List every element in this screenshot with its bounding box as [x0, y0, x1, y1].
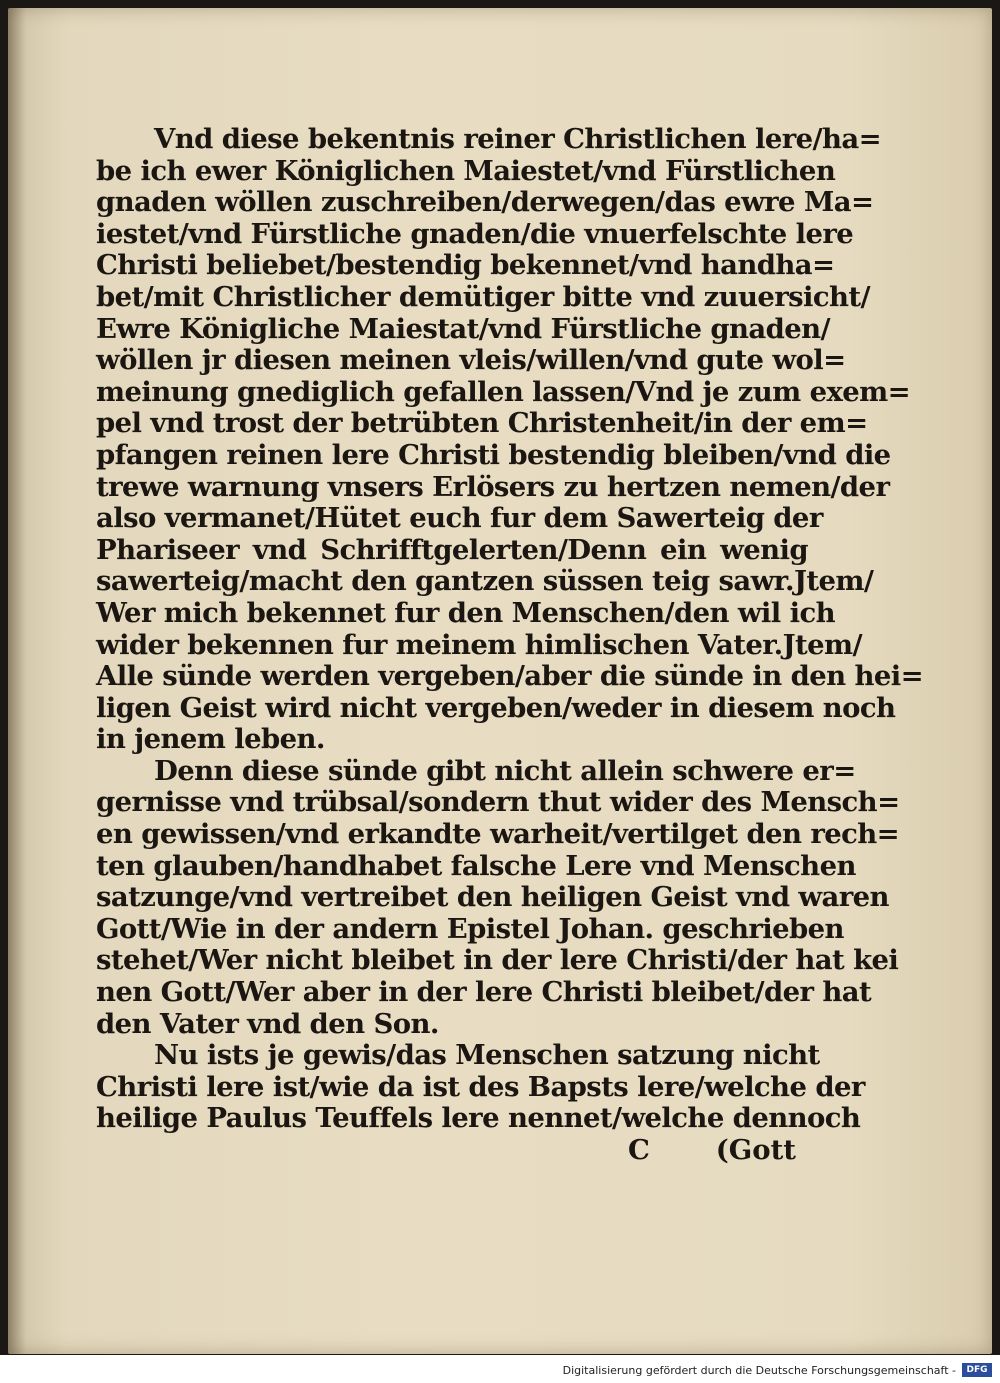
signature-mark: C	[628, 1134, 650, 1166]
text-line: en gewissen/vnd erkandte warheit/vertilget den rech=	[96, 818, 900, 851]
text-line: heilige Paulus Teuffels lere nennet/welche dennoch	[96, 1102, 861, 1135]
catchword: (Gott	[715, 1134, 796, 1166]
text-line: Christi beliebet/bestendig bekennet/vnd handha=	[96, 249, 835, 282]
text-line: Phariseer vnd Schrifftgelerten/Denn ein wenig	[96, 533, 808, 566]
text-line: Alle sünde werden vergeben/aber die sünde in den hei=	[96, 660, 924, 693]
text-line: Christi lere ist/wie da ist des Bapsts lere/welche der	[96, 1070, 865, 1103]
text-line: Gott/Wie in der andern Epistel Johan. geschrieben	[96, 912, 844, 945]
page-text-block	[96, 123, 924, 1135]
text-line: wöllen jr diesen meinen vleis/willen/vnd gute wol=	[96, 344, 846, 377]
text-line: Denn diese sünde gibt nicht allein schwere er=	[154, 754, 856, 787]
text-line: pel vnd trost der betrübten Christenheit/in der em=	[96, 407, 868, 440]
text-line: sawerteig/macht den gantzen süssen teig sawr.Jtem/	[96, 565, 874, 598]
text-line: gernisse vnd trübsal/sondern thut wider des Mensch=	[96, 786, 900, 819]
text-line: trewe warnung vnsers Erlösers zu hertzen nemen/der	[96, 470, 890, 503]
text-line: stehet/Wer nicht bleibet in der lere Christi/der hat kei	[96, 944, 899, 977]
text-line: den Vater vnd den Son.	[96, 1007, 439, 1040]
text-line: in jenem leben.	[96, 723, 325, 756]
text-line: pfangen reinen lere Christi bestendig bleiben/vnd die	[96, 438, 891, 471]
text-line: satzunge/vnd vertreibet den heiligen Geist vnd waren	[96, 881, 889, 914]
text-line: meinung gnediglich gefallen lassen/Vnd je zum exem=	[96, 375, 911, 408]
text-line: ligen Geist wird nicht vergeben/weder in diesem noch	[96, 691, 896, 724]
text-line: wider bekennen fur meinem himlischen Vater.Jtem/	[96, 628, 862, 661]
page-footer-marks	[96, 1134, 808, 1170]
text-line: ten glauben/handhabet falsche Lere vnd Menschen	[96, 849, 856, 882]
text-line: Ewre Königliche Maiestat/vnd Fürstliche gnaden/	[96, 312, 830, 345]
funding-note: Digitalisierung gefördert durch die Deutsche Forschungsgemeinschaft -	[562, 1364, 956, 1377]
footer-bar	[0, 1355, 1000, 1383]
dfg-logo-icon: DFG	[962, 1363, 992, 1377]
text-line: Wer mich bekennet fur den Menschen/den wil ich	[96, 596, 835, 629]
page-gutter-shadow	[8, 8, 26, 1354]
text-line: be ich ewer Königlichen Maiestet/vnd Fürstlichen	[96, 154, 836, 187]
text-line: Nu ists je gewis/das Menschen satzung nicht	[154, 1039, 820, 1072]
text-line: Vnd diese bekentnis reiner Christlichen lere/ha=	[154, 123, 882, 155]
text-line: nen Gott/Wer aber in der lere Christi bleibet/der hat	[96, 976, 872, 1009]
book-page	[8, 8, 992, 1354]
text-line: iestet/vnd Fürstliche gnaden/die vnuerfelschte lere	[96, 217, 854, 250]
text-line: gnaden wöllen zuschreiben/derwegen/das ewre Ma=	[96, 186, 874, 219]
text-line: also vermanet/Hütet euch fur dem Sawerteig der	[96, 502, 823, 535]
text-line: bet/mit Christlicher demütiger bitte vnd zuuersicht/	[96, 280, 870, 313]
